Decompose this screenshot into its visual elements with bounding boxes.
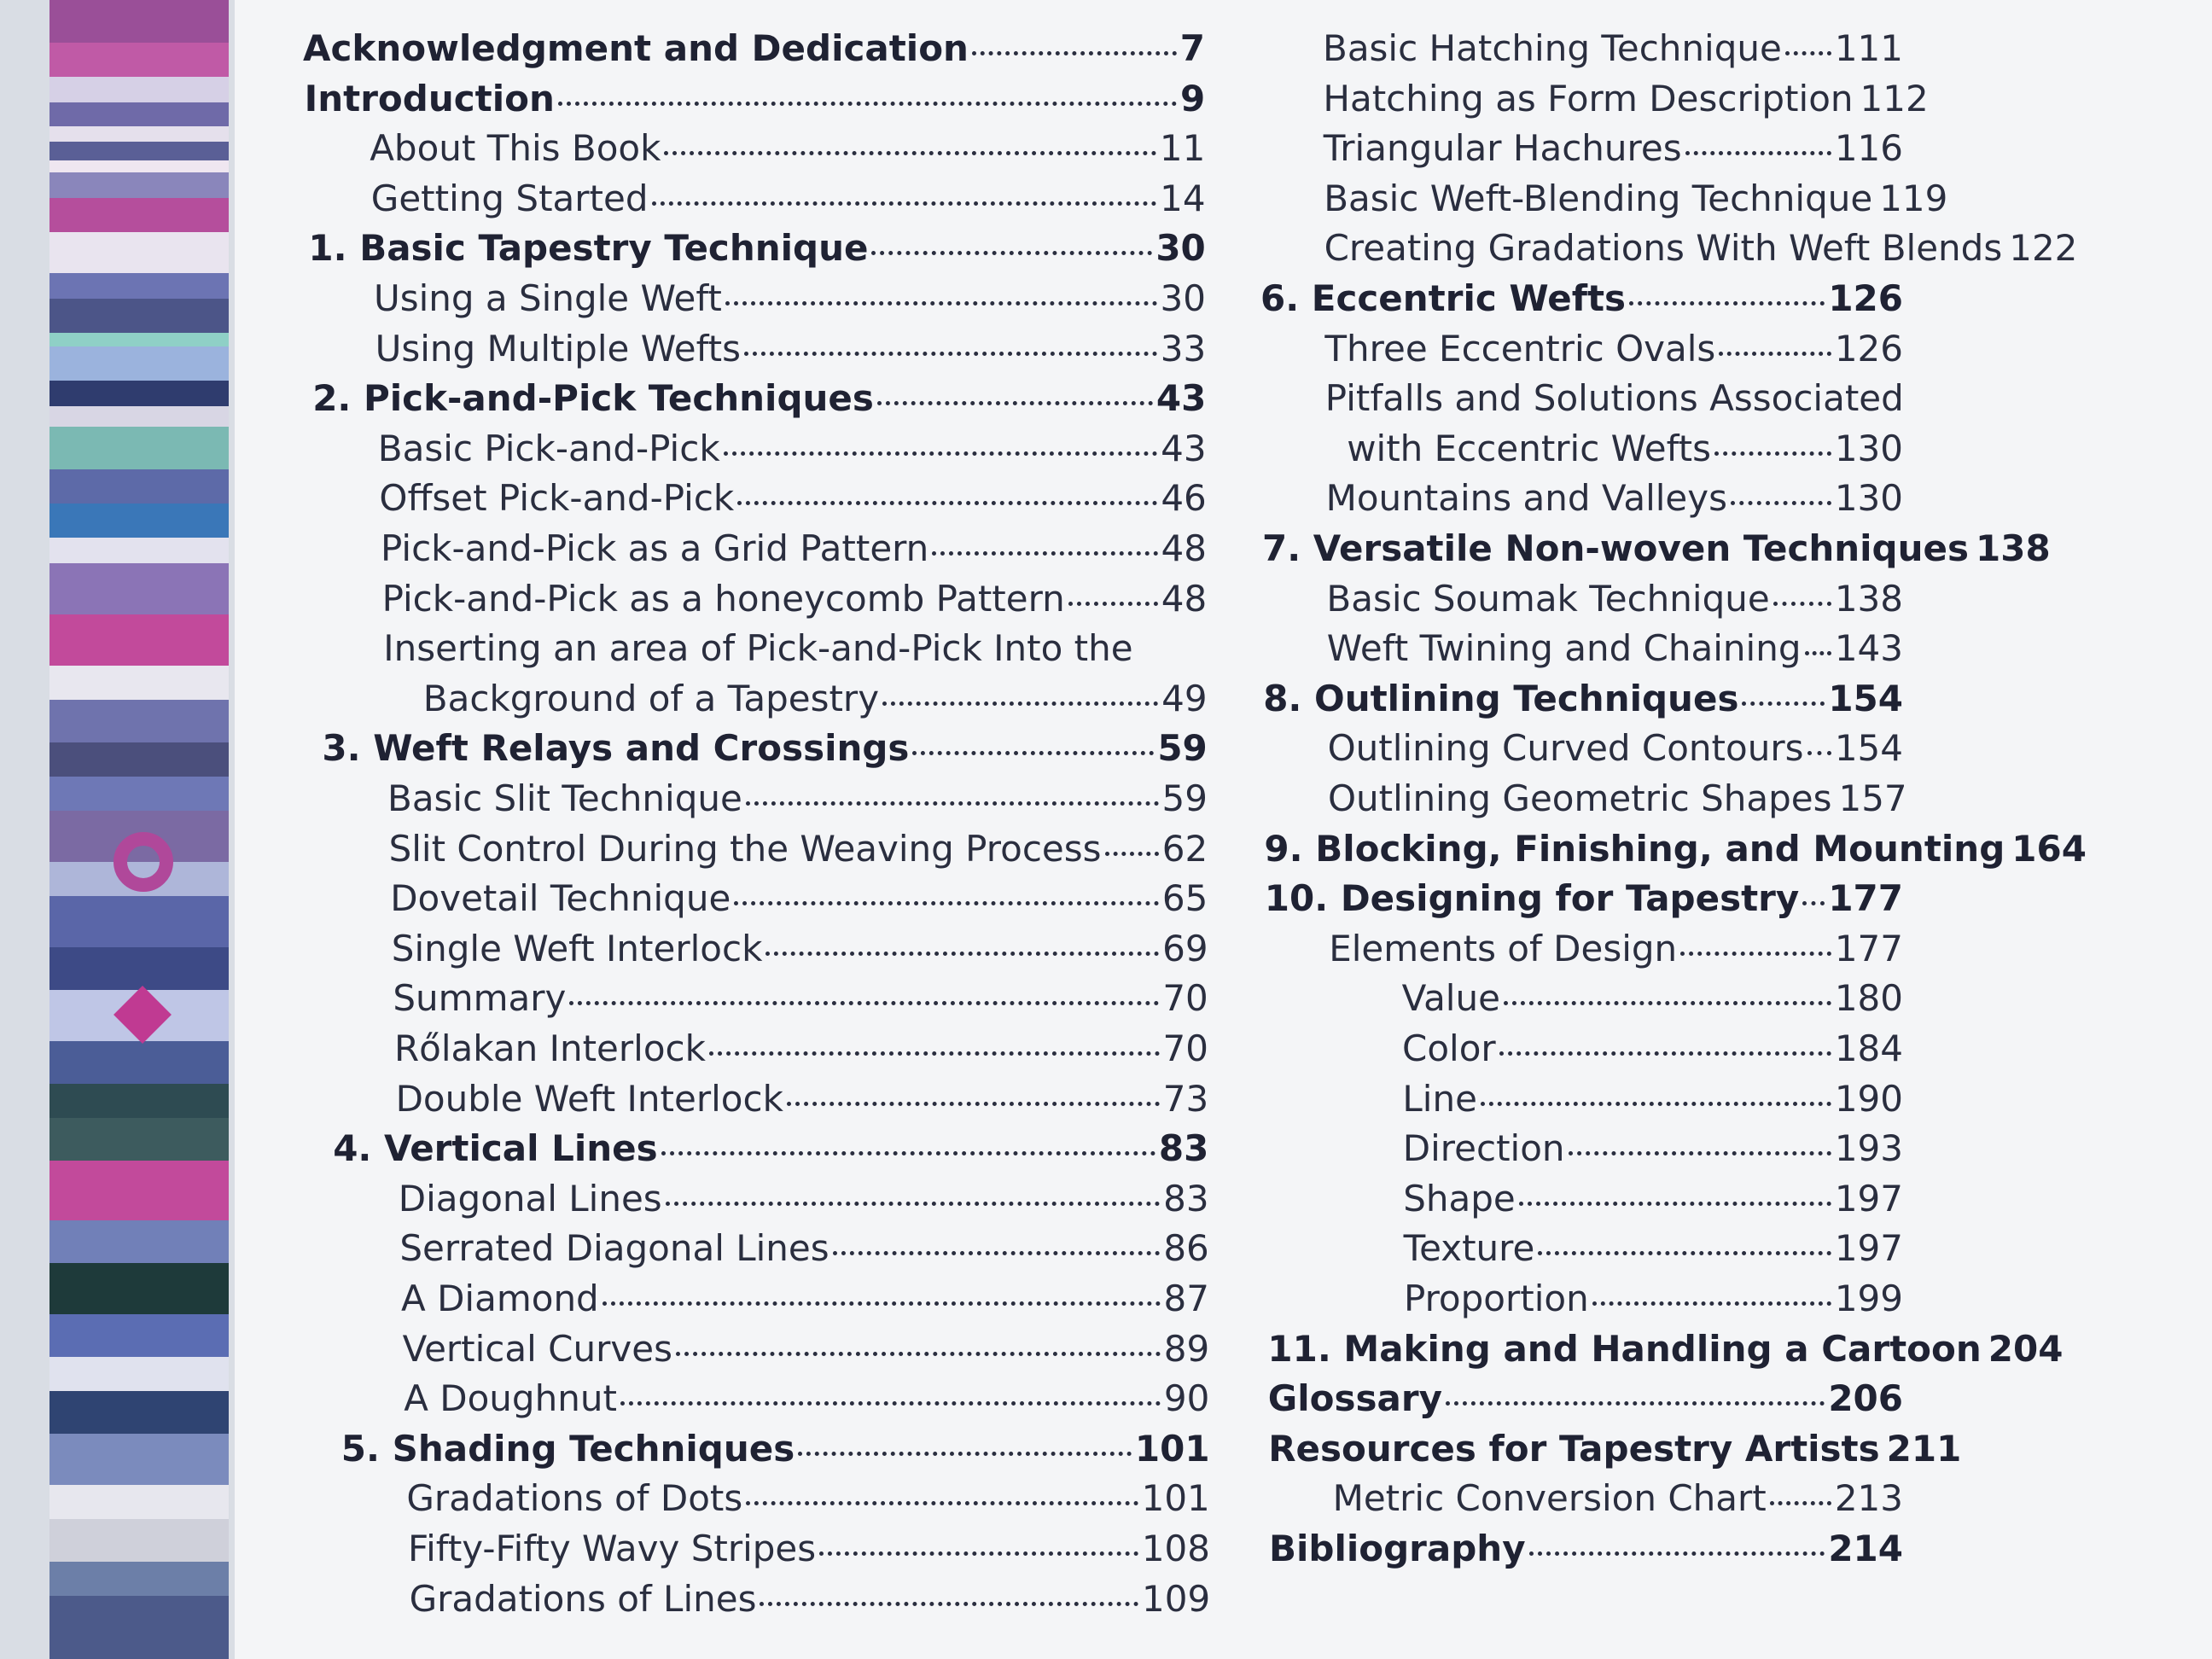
toc-section-entry xyxy=(1402,1078,1903,1120)
tapestry-band xyxy=(49,102,229,126)
toc-leader-dots xyxy=(1680,952,1831,956)
toc-entry-title: Slit Control During the Weaving Process xyxy=(388,827,1102,870)
toc-section-entry xyxy=(1326,477,1903,519)
toc-section-entry xyxy=(1327,627,1903,669)
toc-entry-title: 1. Basic Tapestry Technique xyxy=(308,227,869,270)
toc-leader-dots xyxy=(1629,301,1825,306)
toc-section-entry xyxy=(1325,377,1903,419)
toc-section-entry xyxy=(1324,227,2078,270)
toc-leader-dots xyxy=(666,1202,1160,1206)
tapestry-band xyxy=(49,232,229,273)
tapestry-band xyxy=(49,1562,229,1596)
toc-page-number: 214 xyxy=(1828,1528,1903,1569)
toc-leader-dots xyxy=(1592,1301,1831,1306)
tapestry-band xyxy=(49,160,229,172)
toc-entry-title: A Doughnut xyxy=(404,1377,617,1420)
toc-entry-title: Inserting an area of Pick-and-Pick Into the xyxy=(383,627,1133,670)
tapestry-band xyxy=(49,614,229,666)
toc-page-number: 90 xyxy=(1163,1377,1210,1420)
tapestry-band xyxy=(49,406,229,427)
toc-section-entry xyxy=(396,1078,1209,1120)
toc-section-entry xyxy=(1404,1278,1903,1319)
toc-leader-dots xyxy=(620,1401,1161,1406)
toc-section-entry xyxy=(1328,727,1903,769)
toc-leader-dots xyxy=(877,401,1153,405)
toc-entry-title: Dovetail Technique xyxy=(390,877,731,920)
tapestry-band xyxy=(49,77,229,102)
toc-page-number: 197 xyxy=(1834,1227,1903,1270)
toc-page-number: 211 xyxy=(1886,1427,1962,1470)
toc-section-entry xyxy=(393,977,1208,1019)
toc-section-entry xyxy=(383,627,1207,669)
toc-page-number: 193 xyxy=(1834,1127,1903,1170)
toc-entry-title: Metric Conversion Chart xyxy=(1332,1477,1767,1520)
toc-section-entry xyxy=(410,1578,1211,1620)
toc-entry-title: 7. Versatile Non-woven Techniques xyxy=(1262,527,1970,569)
toc-leader-dots xyxy=(1805,651,1831,655)
toc-leader-dots xyxy=(1529,1551,1825,1556)
toc-leader-dots xyxy=(744,352,1157,356)
toc-section-entry xyxy=(1403,1178,1903,1220)
tapestry-band xyxy=(49,172,229,198)
tapestry-band xyxy=(49,427,229,469)
toc-leader-dots xyxy=(676,1352,1161,1356)
toc-entry-title: About This Book xyxy=(370,127,661,170)
toc-entry-title: Single Weft Interlock xyxy=(391,927,763,969)
toc-page-number: 126 xyxy=(1834,327,1903,370)
toc-section-entry xyxy=(1324,328,1903,370)
toc-section-entry xyxy=(404,1377,1209,1419)
toc-entry-title: Gradations of Lines xyxy=(409,1577,757,1620)
toc-leader-dots xyxy=(1538,1251,1831,1255)
toc-section-entry xyxy=(1323,77,1929,119)
toc-leader-dots xyxy=(1068,602,1158,606)
toc-entry-title: 2. Pick-and-Pick Techniques xyxy=(312,377,874,420)
toc-entry-title: Fifty-Fifty Wavy Stripes xyxy=(408,1528,817,1569)
toc-leader-dots xyxy=(737,501,1157,505)
tapestry-band xyxy=(49,273,229,299)
toc-entry-title: Rőlakan Interlock xyxy=(394,1027,706,1069)
toc-entry-title: Using a Single Weft xyxy=(374,277,722,319)
toc-page-number: 89 xyxy=(1163,1327,1210,1370)
toc-page-number: 108 xyxy=(1141,1528,1210,1569)
toc-leader-dots xyxy=(1731,501,1831,505)
toc-leader-dots xyxy=(664,151,1156,155)
toc-entry-title: Creating Gradations With Weft Blends xyxy=(1324,227,2003,270)
toc-section-entry xyxy=(1323,27,1903,69)
toc-page-number: 30 xyxy=(1155,227,1206,270)
toc-entry-title: Shape xyxy=(1403,1177,1516,1220)
toc-section-entry xyxy=(394,1027,1208,1069)
toc-page-number: 143 xyxy=(1834,627,1903,670)
toc-section-entry xyxy=(1403,1127,1903,1169)
tapestry-band xyxy=(49,43,229,77)
toc-page-number: 177 xyxy=(1834,927,1903,969)
tapestry-cover-image xyxy=(49,0,229,1659)
toc-leader-dots xyxy=(1446,1401,1825,1406)
toc-entry-title: Gradations of Dots xyxy=(406,1477,743,1520)
toc-leader-dots xyxy=(1719,352,1831,356)
toc-leader-dots xyxy=(1714,451,1831,456)
toc-leader-dots xyxy=(972,51,1177,55)
toc-section-entry xyxy=(408,1528,1210,1569)
toc-entry-title: Glossary xyxy=(1267,1377,1442,1420)
toc-leader-dots xyxy=(661,1151,1155,1155)
toc-page-number: 49 xyxy=(1161,677,1208,719)
toc-entry-title: Outlining Curved Contours xyxy=(1327,727,1804,770)
toc-entry-title: 11. Making and Handling a Cartoon xyxy=(1267,1327,1982,1370)
toc-leader-dots xyxy=(558,102,1177,106)
toc-leader-dots xyxy=(1770,1501,1831,1505)
toc-section-entry xyxy=(423,678,1208,719)
book-spine xyxy=(0,0,235,1659)
toc-page-number: 65 xyxy=(1161,877,1208,920)
toc-entry-title: Color xyxy=(1402,1027,1496,1069)
toc-leader-dots xyxy=(725,301,1157,306)
tapestry-band xyxy=(49,346,229,381)
toc-page xyxy=(235,0,2212,1659)
toc-section-entry xyxy=(378,428,1207,469)
toc-chapter-entry xyxy=(1265,877,1903,919)
toc-page-number: 111 xyxy=(1834,27,1903,69)
toc-entry-title: Basic Soumak Technique xyxy=(1326,577,1770,620)
toc-section-entry xyxy=(406,1477,1209,1519)
toc-entry-title: Using Multiple Wefts xyxy=(375,327,742,370)
toc-page-number: 86 xyxy=(1163,1227,1209,1270)
toc-page-number: 73 xyxy=(1162,1077,1209,1120)
tapestry-band xyxy=(49,700,229,742)
toc-section-entry xyxy=(374,277,1206,319)
toc-page-number: 154 xyxy=(1834,727,1903,770)
toc-page-number: 9 xyxy=(1179,77,1206,119)
toc-page-number: 14 xyxy=(1160,177,1206,219)
toc-leader-dots xyxy=(819,1551,1138,1556)
toc-leader-dots xyxy=(1481,1102,1831,1106)
tapestry-band xyxy=(49,666,229,700)
toc-leader-dots xyxy=(1802,901,1825,905)
toc-entry-title: Weft Twining and Chaining xyxy=(1326,627,1802,670)
toc-section-entry xyxy=(1333,1477,1903,1519)
toc-page-number: 164 xyxy=(2011,827,2087,870)
toc-entry-title: 8. Outlining Techniques xyxy=(1263,677,1739,719)
toc-entry-title: Basic Slit Technique xyxy=(387,777,742,819)
toc-page-number: 87 xyxy=(1163,1278,1209,1319)
toc-entry-title: Outlining Geometric Shapes xyxy=(1328,777,1832,819)
tapestry-band xyxy=(49,896,229,947)
tapestry-band xyxy=(49,198,229,232)
toc-leader-dots xyxy=(1685,151,1831,155)
toc-page-number: 11 xyxy=(1159,127,1206,170)
toc-leader-dots xyxy=(734,901,1159,905)
toc-entry-title: Hatching as Form Description xyxy=(1323,77,1854,119)
tapestry-band xyxy=(49,142,229,160)
toc-leader-dots xyxy=(746,801,1159,806)
toc-section-entry xyxy=(379,477,1206,519)
toc-page-number: 83 xyxy=(1163,1177,1209,1220)
tapestry-band xyxy=(49,0,229,43)
toc-chapter-entry xyxy=(1262,527,2051,569)
toc-entry-title: with Eccentric Wefts xyxy=(1347,427,1711,469)
toc-page-number: 59 xyxy=(1157,727,1208,770)
toc-leader-dots xyxy=(798,1452,1132,1456)
toc-entry-title: Double Weft Interlock xyxy=(395,1077,783,1120)
toc-page-number: 180 xyxy=(1834,977,1903,1020)
toc-entry-title: Pitfalls and Solutions Associated xyxy=(1324,377,1904,420)
tapestry-band xyxy=(49,1263,229,1314)
toc-section-entry xyxy=(389,828,1208,870)
tapestry-band xyxy=(49,1118,229,1161)
toc-entry-title: Direction xyxy=(1402,1127,1565,1170)
toc-section-entry xyxy=(1326,578,1903,620)
tapestry-band xyxy=(49,469,229,504)
toc-leader-dots xyxy=(1569,1151,1831,1155)
toc-entry-title: Basic Weft-Blending Technique xyxy=(1324,177,1873,219)
toc-page-number: 199 xyxy=(1834,1278,1903,1319)
toc-page-number: 138 xyxy=(1976,527,2051,569)
toc-page-number: 33 xyxy=(1160,327,1207,370)
toc-leader-dots xyxy=(833,1251,1161,1255)
toc-page-number: 213 xyxy=(1834,1477,1903,1520)
toc-entry-title: 5. Shading Techniques xyxy=(341,1427,795,1470)
toc-entry-title: Proportion xyxy=(1404,1278,1589,1319)
toc-entry-title: Summary xyxy=(393,977,567,1020)
toc-chapter-entry xyxy=(303,27,1205,69)
toc-page-number: 190 xyxy=(1834,1077,1903,1120)
toc-entry-title: Offset Pick-and-Pick xyxy=(379,477,735,520)
tapestry-band xyxy=(49,563,229,614)
tapestry-band xyxy=(49,1084,229,1118)
toc-page-number: 112 xyxy=(1860,77,1929,119)
toc-entry-title: Background of a Tapestry xyxy=(422,677,880,719)
tapestry-band xyxy=(49,947,229,990)
tapestry-band xyxy=(49,1161,229,1220)
toc-page-number: 197 xyxy=(1834,1177,1903,1220)
tapestry-band xyxy=(49,299,229,333)
toc-page-number: 130 xyxy=(1834,477,1903,520)
toc-section-entry xyxy=(392,928,1208,969)
toc-entry-title: Bibliography xyxy=(1269,1528,1526,1569)
toc-section-entry xyxy=(371,178,1206,219)
toc-entry-title: Diagonal Lines xyxy=(398,1177,662,1220)
toc-entry-title: Basic Hatching Technique xyxy=(1323,27,1782,69)
toc-leader-dots xyxy=(1742,701,1825,706)
toc-page-number: 154 xyxy=(1828,677,1903,719)
tapestry-band xyxy=(49,1314,229,1357)
toc-section-entry xyxy=(381,527,1207,569)
tapestry-band xyxy=(49,1220,229,1263)
toc-page-number: 70 xyxy=(1162,1027,1208,1069)
toc-leader-dots xyxy=(760,1602,1138,1606)
toc-page-number: 48 xyxy=(1161,577,1208,620)
toc-page-number: 69 xyxy=(1162,927,1208,969)
toc-section-entry xyxy=(382,578,1208,620)
toc-chapter-entry xyxy=(1268,1377,1903,1419)
toc-leader-dots xyxy=(871,251,1152,255)
tapestry-band xyxy=(49,504,229,538)
tapestry-band xyxy=(49,126,229,142)
toc-leader-dots xyxy=(912,751,1154,755)
toc-entry-title: Mountains and Valleys xyxy=(1325,477,1727,520)
toc-chapter-entry xyxy=(333,1127,1208,1169)
tapestry-band xyxy=(49,742,229,777)
tapestry-band xyxy=(49,1596,229,1659)
toc-page-number: 184 xyxy=(1834,1027,1903,1069)
toc-page-number: 48 xyxy=(1161,527,1207,569)
toc-entry-title: Texture xyxy=(1403,1227,1535,1270)
toc-entry-title: Vertical Curves xyxy=(402,1327,672,1370)
toc-page-number: 204 xyxy=(1988,1327,2064,1370)
toc-chapter-entry xyxy=(1267,1327,2064,1370)
toc-entry-title: Triangular Hachures xyxy=(1323,127,1682,170)
toc-entry-title: Line xyxy=(1402,1077,1477,1120)
toc-section-entry xyxy=(1404,1227,1903,1269)
toc-entry-title: Pick-and-Pick as a honeycomb Pattern xyxy=(381,577,1065,620)
toc-chapter-entry xyxy=(1260,277,1903,319)
toc-entry-title: Value xyxy=(1401,977,1500,1020)
tapestry-band xyxy=(49,333,229,346)
toc-chapter-entry xyxy=(341,1428,1210,1470)
toc-entry-title: Pick-and-Pick as a Grid Pattern xyxy=(381,527,929,569)
toc-chapter-entry xyxy=(1264,827,2087,870)
toc-page-number: 122 xyxy=(2009,227,2078,270)
toc-page-number: 46 xyxy=(1161,477,1207,520)
toc-section-entry xyxy=(390,877,1208,919)
toc-page-number: 43 xyxy=(1161,427,1207,469)
toc-entry-title: Serrated Diagonal Lines xyxy=(399,1227,830,1270)
toc-page-number: 119 xyxy=(1879,177,1948,219)
tapestry-band xyxy=(49,1519,229,1562)
toc-entry-title: Basic Pick-and-Pick xyxy=(377,427,720,469)
toc-section-entry xyxy=(1324,177,1948,219)
toc-section-entry xyxy=(1347,428,1903,469)
toc-leader-dots xyxy=(569,1001,1159,1005)
tapestry-band xyxy=(49,1041,229,1084)
toc-page-number: 83 xyxy=(1158,1127,1209,1170)
toc-section-entry xyxy=(399,1227,1208,1269)
toc-page-number: 30 xyxy=(1160,277,1206,319)
toc-page-number: 206 xyxy=(1828,1377,1903,1420)
toc-entry-title: Getting Started xyxy=(370,177,649,219)
toc-chapter-entry xyxy=(1269,1528,1903,1569)
toc-section-entry xyxy=(399,1178,1209,1220)
tapestry-band xyxy=(49,1485,229,1519)
toc-leader-dots xyxy=(1105,852,1159,856)
toc-page-number: 138 xyxy=(1834,577,1903,620)
toc-chapter-entry xyxy=(1268,1427,1962,1470)
toc-leader-dots xyxy=(602,1301,1161,1306)
tapestry-band xyxy=(49,381,229,406)
toc-page-number: 59 xyxy=(1161,777,1208,819)
toc-leader-dots xyxy=(1519,1202,1831,1206)
toc-entry-title: Resources for Tapestry Artists xyxy=(1268,1427,1880,1470)
toc-entry-title: Introduction xyxy=(304,77,555,119)
toc-section-entry xyxy=(370,127,1205,169)
toc-chapter-entry xyxy=(1263,678,1903,719)
ring-motif xyxy=(114,832,173,892)
toc-entry-title: 10. Designing for Tapestry xyxy=(1264,877,1800,920)
toc-leader-dots xyxy=(1499,1051,1831,1056)
toc-section-entry xyxy=(387,777,1208,819)
toc-page-number: 101 xyxy=(1134,1427,1210,1470)
toc-entry-title: 3. Weft Relays and Crossings xyxy=(322,727,910,770)
toc-section-entry xyxy=(403,1328,1210,1370)
toc-section-entry xyxy=(401,1278,1209,1319)
toc-entry-title: Elements of Design xyxy=(1329,927,1678,969)
toc-page-number: 70 xyxy=(1162,977,1208,1020)
toc-page-number: 101 xyxy=(1141,1477,1210,1520)
toc-chapter-entry xyxy=(308,227,1205,269)
toc-section-entry xyxy=(1329,928,1903,969)
tapestry-band xyxy=(49,1391,229,1434)
toc-leader-dots xyxy=(932,551,1157,556)
toc-leader-dots xyxy=(724,451,1157,456)
toc-page-number: 62 xyxy=(1161,827,1208,870)
toc-page-number: 116 xyxy=(1834,127,1903,170)
toc-section-entry xyxy=(1324,127,1903,169)
toc-section-entry xyxy=(1328,777,1907,819)
toc-page-number: 109 xyxy=(1142,1577,1211,1620)
toc-entry-title: A Diamond xyxy=(401,1278,599,1319)
toc-leader-dots xyxy=(1785,51,1831,55)
toc-entry-title: 9. Blocking, Finishing, and Mounting xyxy=(1264,827,2005,870)
toc-page-number: 130 xyxy=(1834,427,1903,469)
toc-leader-dots xyxy=(709,1051,1160,1056)
toc-chapter-entry xyxy=(312,377,1206,419)
toc-leader-dots xyxy=(1807,751,1831,755)
toc-page-number: 7 xyxy=(1179,27,1205,69)
toc-page-number: 43 xyxy=(1155,377,1207,420)
toc-chapter-entry xyxy=(305,78,1206,119)
toc-leader-dots xyxy=(1773,602,1831,606)
toc-chapter-entry xyxy=(322,727,1207,769)
toc-leader-dots xyxy=(652,201,1157,206)
toc-entry-title: 4. Vertical Lines xyxy=(333,1127,658,1170)
toc-leader-dots xyxy=(787,1102,1160,1106)
tapestry-band xyxy=(49,1434,229,1485)
toc-entry-title: Acknowledgment and Dedication xyxy=(303,27,969,69)
toc-section-entry xyxy=(375,328,1207,370)
toc-section-entry xyxy=(1402,1027,1903,1069)
toc-page-number: 157 xyxy=(1838,777,1907,819)
toc-entry-title: Three Eccentric Ovals xyxy=(1324,327,1716,370)
toc-leader-dots xyxy=(765,952,1159,956)
toc-entry-title: 6. Eccentric Wefts xyxy=(1260,277,1627,319)
toc-leader-dots xyxy=(882,701,1158,706)
toc-leader-dots xyxy=(746,1501,1138,1505)
tapestry-band xyxy=(49,1357,229,1391)
toc-page-number: 126 xyxy=(1828,277,1903,319)
tapestry-band xyxy=(49,777,229,811)
toc-section-entry xyxy=(1402,977,1903,1019)
tapestry-band xyxy=(49,538,229,563)
toc-page-number: 177 xyxy=(1828,877,1903,920)
toc-leader-dots xyxy=(1504,1001,1831,1005)
